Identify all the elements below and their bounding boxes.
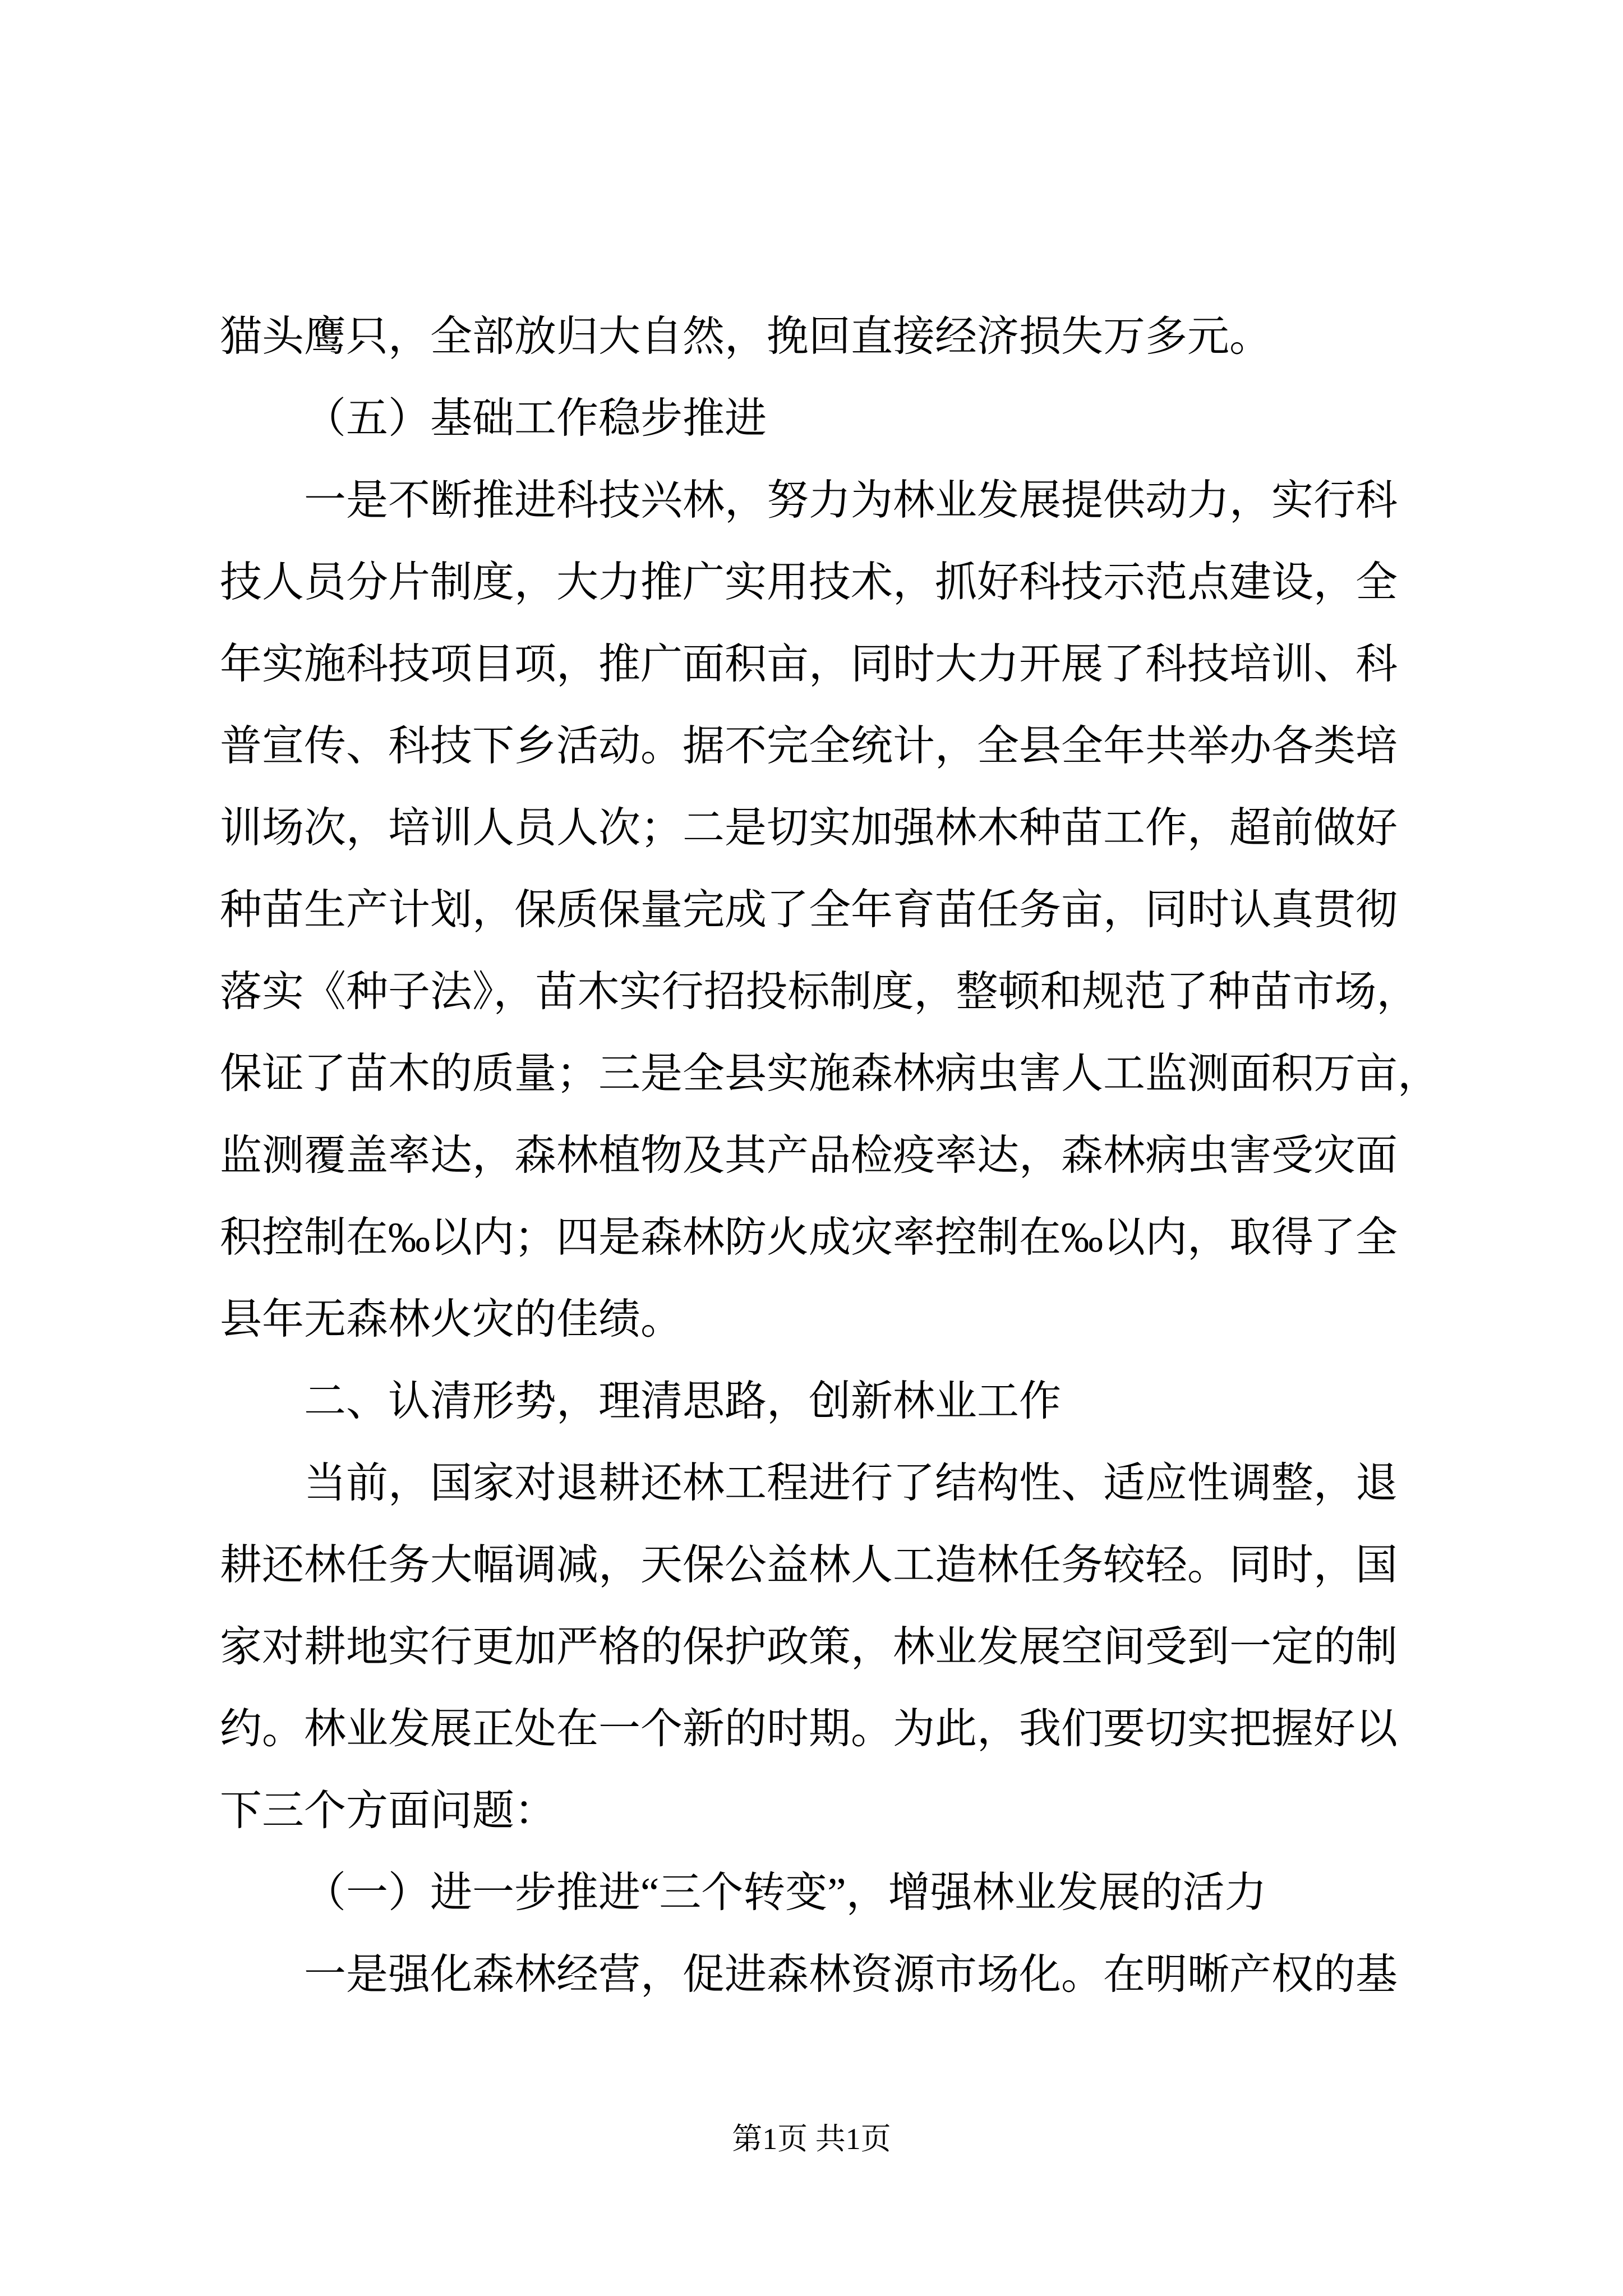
text-line: 年实施科技项目项，推广面积亩，同时大力开展了科技培训、科 (220, 641, 1398, 688)
text-line: 普宣传、科技下乡活动。据不完全统计，全县全年共举办各类培 (220, 723, 1398, 770)
text-line: （五）基础工作稳步推进 (304, 395, 767, 442)
text-line: 当前，国家对退耕还林工程进行了结构性、适应性调整，退 (304, 1460, 1398, 1507)
text-line: 种苗生产计划，保质保量完成了全年育苗任务亩，同时认真贯彻 (220, 887, 1398, 933)
text-line: 下三个方面问题： (220, 1788, 557, 1834)
text-line: 一是强化森林经营，促进森林资源市场化。在明晰产权的基 (304, 1952, 1398, 1998)
text-line: 监测覆盖率达，森林植物及其产品检疫率达，森林病虫害受灾面 (220, 1133, 1398, 1179)
text-line: 技人员分片制度，大力推广实用技术，抓好科技示范点建设，全 (220, 559, 1398, 606)
text-line: 二、认清形势，理清思路，创新林业工作 (304, 1378, 1062, 1425)
text-line: 县年无森林火灾的佳绩。 (220, 1296, 683, 1343)
text-line: 积控制在‰以内；四是森林防火成灾率控制在‰以内，取得了全 (220, 1214, 1398, 1261)
text-line: （一）进一步推进“三个转变”，增强林业发展的活力 (304, 1870, 1267, 1916)
text-line: 约。林业发展正处在一个新的时期。为此，我们要切实把握好以 (220, 1706, 1398, 1752)
page-footer (0, 2098, 1623, 2180)
text-line: 耕还林任务大幅调减，天保公益林人工造林任务较轻。同时，国 (220, 1542, 1398, 1589)
page-number-label: 第1页 共1页 (732, 2122, 891, 2156)
text-line: 猫头鹰只，全部放归大自然，挽回直接经济损失万多元。 (220, 314, 1272, 360)
text-line: 训场次，培训人员人次；二是切实加强林木种苗工作，超前做好 (220, 805, 1398, 852)
document-body (220, 296, 1440, 2016)
text-line: 保证了苗木的质量；三是全县实施森林病虫害人工监测面积万亩， (220, 1051, 1440, 1097)
text-line: 家对耕地实行更加严格的保护政策，林业发展空间受到一定的制 (220, 1624, 1398, 1671)
text-line: 一是不断推进科技兴林，努力为林业发展提供动力，实行科 (304, 477, 1398, 524)
text-line: 落实《种子法》，苗木实行招投标制度，整顿和规范了种苗市场， (220, 969, 1419, 1015)
